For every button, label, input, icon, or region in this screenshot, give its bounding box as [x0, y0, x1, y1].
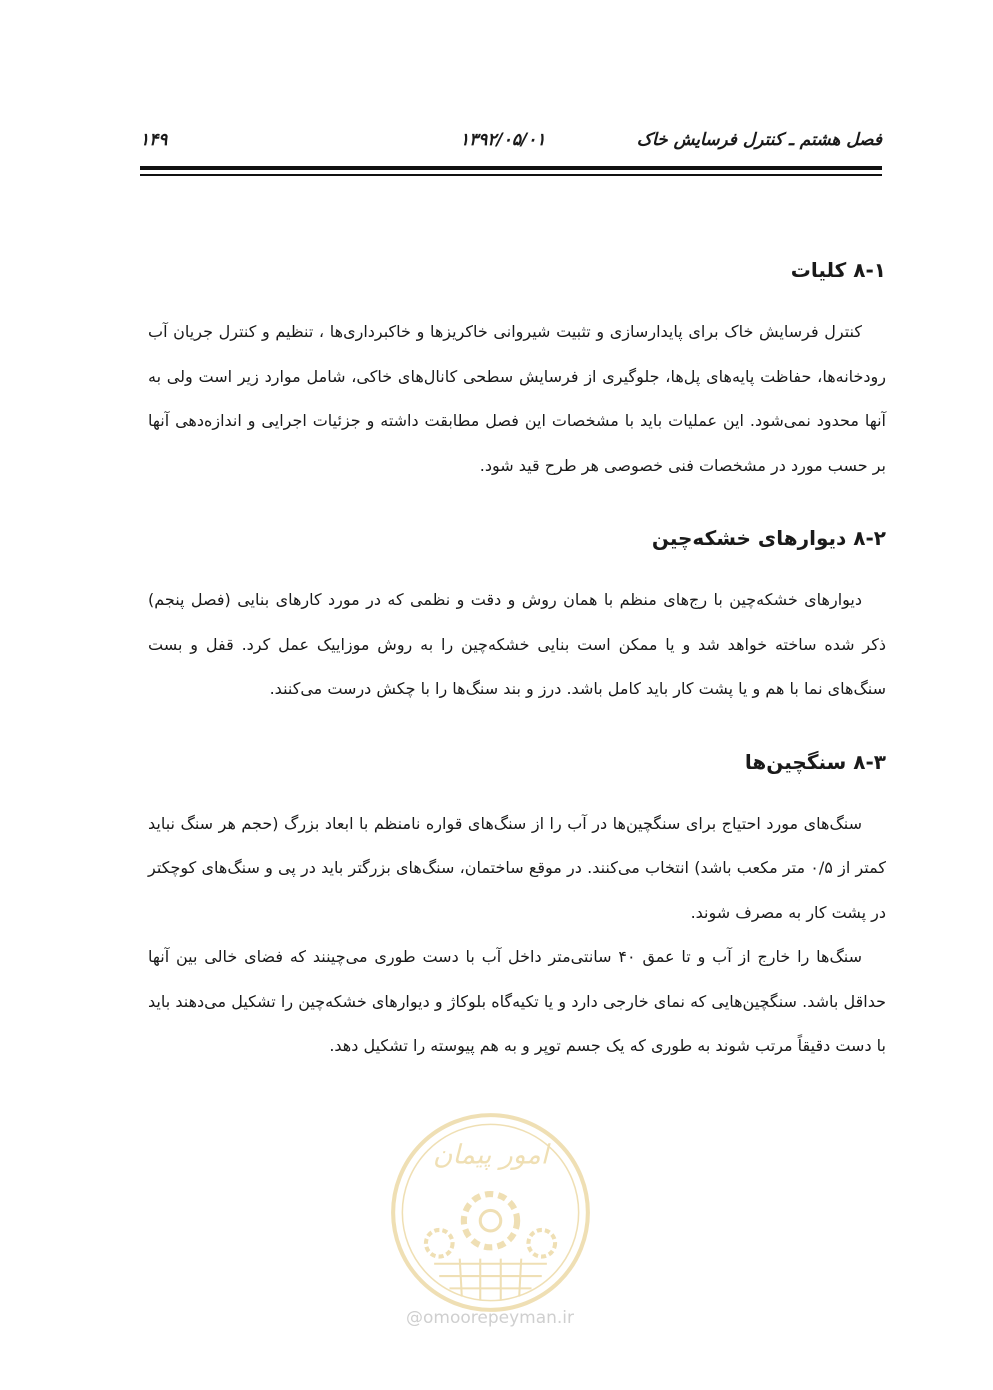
- section-dry-stone-walls: [148, 518, 886, 712]
- paragraph: کنترل فرسایش خاک برای پایدارسازی و تثبیت شیروانی خاکریزها و خاکبرداری‌ها ، تنظیم و کنترل جریان آب رودخانه‌ها، حفاظت پایه‌های پل‌ها، جلوگیری از فرسایش سطحی کانال‌های خاکی، شامل موارد زیر است ولی به آنها محدود نمی‌شود. این عملیات باید با مشخصات این فصل مطابقت داشته و جزئیات اجرایی و اندازه‌دهی آنها بر حسب مورد در مشخصات فنی خصوصی هر طرح قید شود.: [148, 322, 886, 475]
- header-rule-thick: [140, 166, 882, 170]
- section-heading: ۸-۱ کلیات: [790, 258, 886, 282]
- watermark-handle: @omoorepeyman.ir: [405, 1308, 575, 1328]
- seal-text: امور پیمان: [432, 1139, 549, 1171]
- page-header: [140, 130, 882, 160]
- chapter-title: فصل هشتم ـ کنترل فرسایش خاک: [636, 130, 882, 150]
- paragraph: سنگ‌های مورد احتیاج برای سنگچین‌ها در آب را از سنگ‌های قواره نامنظم با ابعاد بزرگ (حجم هر سنگ نباید کمتر از ۰/۵ متر مکعب باشد) انتخاب می‌کنند. در موقع ساختمان، سنگ‌های بزرگتر باید در پی و سنگ‌های کوچکتر در پشت کار به مصرف شوند.: [148, 813, 886, 922]
- section-general: [148, 250, 886, 488]
- section-heading: ۸-۲ دیوارهای خشکه‌چین: [651, 526, 886, 550]
- paragraph: دیوارهای خشکه‌چین با رج‌های منظم با همان روش و دقت و نظمی که در مورد کارهای بنایی (فصل پنجم) ذکر شده ساخته خواهد شد و یا ممکن است بنایی خشکه‌چین را به روش موزاییک عمل کرد. قفل و بست سنگ‌های نما با هم و یا پشت کار باید کامل باشد. درز و بند سنگ‌ها را با چکش درست می‌کنند.: [148, 590, 886, 698]
- paragraph: سنگ‌ها را خارج از آب و تا عمق ۴۰ سانتی‌متر داخل آب با دست طوری می‌چینند که فضای خالی بین آنها حداقل باشد. سنگچین‌هایی که نمای خارجی دارد و یا تکیه‌گاه بلوکاژ و دیوارهای خشکه‌چین را تشکیل می‌دهند باید با دست دقیقاً مرتب شوند به طوری که یک جسم توپر و به هم پیوسته را تشکیل دهد.: [148, 947, 886, 1055]
- header-date: ۱۳۹۲/۰۵/۰۱: [460, 130, 546, 150]
- section-heading: ۸-۳ سنگچین‌ها: [744, 749, 886, 774]
- watermark-seal: [388, 1110, 593, 1315]
- page-body: [148, 250, 886, 1099]
- page-number: ۱۴۹: [140, 130, 168, 150]
- section-riprap: [148, 742, 886, 1069]
- header-rule-thin: [140, 174, 882, 176]
